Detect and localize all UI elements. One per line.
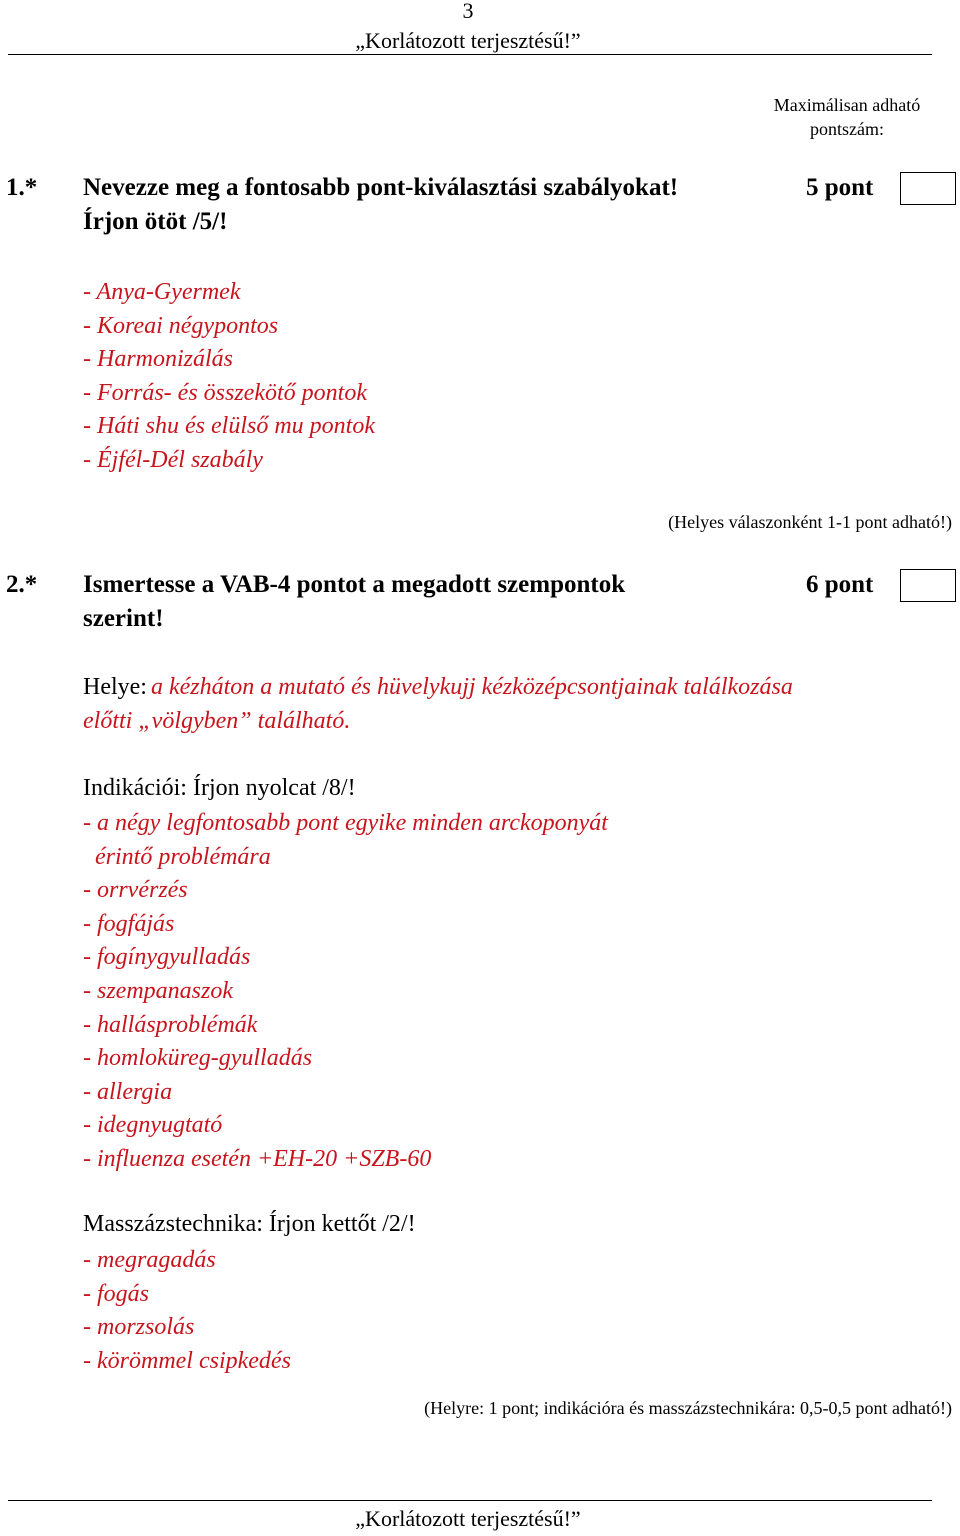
indications-list [83,807,608,1177]
location-line2: előtti „völgyben” található. [83,708,351,734]
list-item: - fogás [83,1280,149,1307]
question1-number: 1.* [6,174,38,201]
list-item: - szempanaszok [83,977,233,1004]
header-divider [8,54,932,55]
list-item: - megragadás [83,1247,216,1273]
list-item: - Anya-Gyermek [83,279,241,305]
location-label: Helye: [83,674,147,700]
question1-points: 5 pont [806,174,874,201]
list-item: - hallásproblémák [83,1011,258,1038]
list-item: - orrvérzés [83,877,188,904]
question2-score-box[interactable] [900,569,956,602]
question2-scoring-note: (Helyre: 1 pont; indikációra és masszázstechnikára: 0,5-0,5 pont adható!) [424,1398,952,1418]
technique-label: Masszázstechnika: Írjon kettőt /2/! [83,1211,416,1237]
list-item: - Forrás- és összekötő pontok [83,379,367,406]
question1-text-line2: Írjon ötöt /5/! [83,208,228,235]
location-text: a kézháton a mutató és hüvelykujj kézközépcsontjainak találkozása [150,674,793,700]
list-item: érintő problémára [83,843,271,870]
location-line1 [83,674,793,701]
question1-text-line1: Nevezze meg a fontosabb pont-kiválasztási szabályokat! [83,174,679,201]
list-item: - Háti shu és elülső mu pontok [83,413,375,440]
technique-list [83,1244,291,1378]
list-item: - homloküreg-gyulladás [83,1045,313,1072]
question2-points: 6 pont [806,571,874,598]
indications-label: Indikációi: Írjon nyolcat /8/! [83,775,356,801]
list-item: - Éjfél-Dél szabály [83,446,263,473]
list-item: - morzsolás [83,1314,195,1341]
question2-text-line1: Ismertesse a VAB-4 pontot a megadott szempontok [83,571,626,598]
footer-title: „Korlátozott terjesztésű!” [355,1506,581,1531]
list-item: - a négy legfontosabb pont egyike minden arckoponyát [83,810,608,836]
list-item: - influenza esetén +EH-20 +SZB-60 [83,1145,432,1172]
list-item: - Koreai négypontos [83,312,279,339]
footer-divider [8,1500,932,1501]
list-item: - fogínygyulladás [83,944,251,971]
page-number: 3 [462,0,474,23]
list-item: - Harmonizálás [83,346,234,373]
list-item: - fogfájás [83,910,175,937]
list-item: - körömmel csipkedés [83,1347,291,1374]
question2-text-line2: szerint! [83,605,164,632]
list-item: - idegnyugtató [83,1112,223,1139]
question1-scoring-note: (Helyes válaszonként 1-1 pont adható!) [668,512,952,532]
question1-answer-list [83,276,375,478]
header-title: „Korlátozott terjesztésű!” [355,28,581,53]
max-points-label: Maximálisan adható pontszám: [773,95,921,139]
list-item: - allergia [83,1078,173,1105]
question2-number: 2.* [6,571,38,598]
question1-score-box[interactable] [900,172,956,205]
